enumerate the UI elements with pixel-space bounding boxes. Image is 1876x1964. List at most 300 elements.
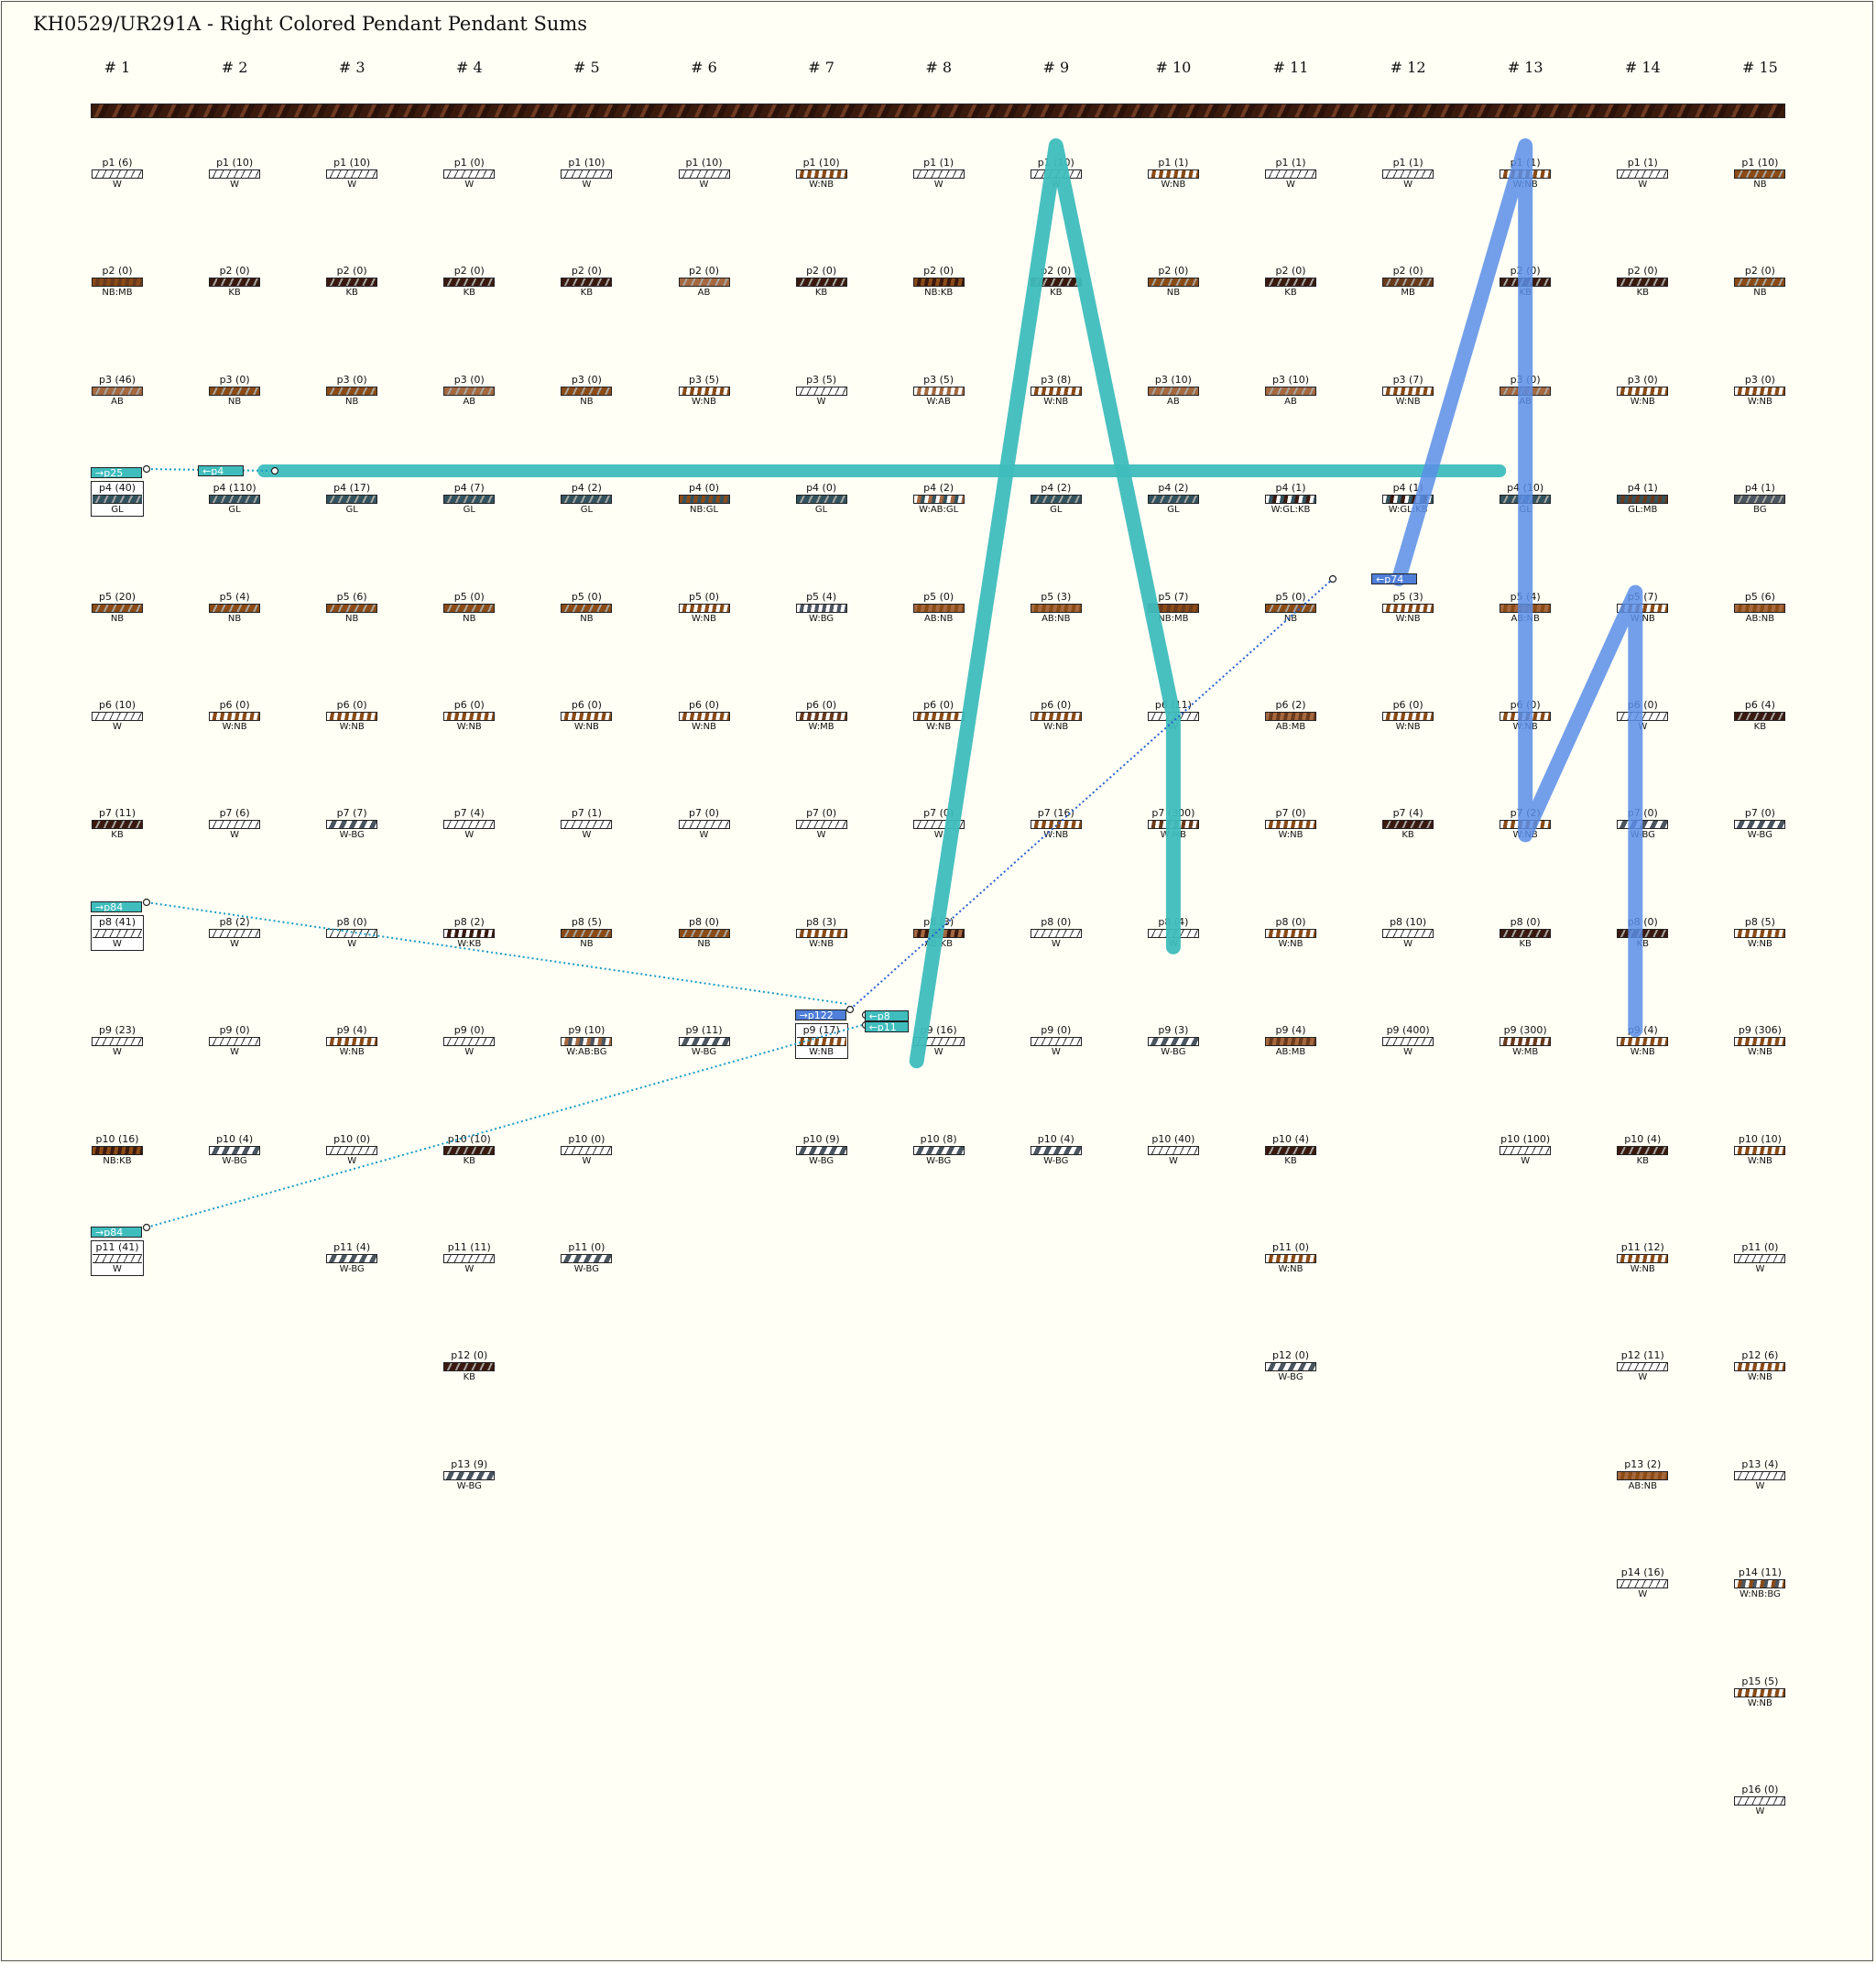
pendant-color-code: W	[347, 938, 357, 949]
pendant-label: p10 (0)	[568, 1132, 605, 1145]
sum-tag[interactable]: →p84	[91, 901, 142, 912]
pendant-label: p9 (400)	[1386, 1024, 1430, 1037]
pendant-label: p1 (10)	[1741, 157, 1779, 169]
column-header: # 7	[808, 59, 834, 76]
pendant-label: p3 (46)	[98, 373, 136, 386]
pendant-label: p9 (4)	[336, 1024, 367, 1037]
column-header: # 3	[338, 59, 365, 76]
pendant-color-code: GL	[1519, 505, 1532, 516]
pendant-color-code: W	[1521, 1155, 1531, 1166]
pendant-color-code: W	[113, 1047, 122, 1058]
sum-link-dotted	[850, 579, 1333, 1009]
pendant-label: p2 (0)	[1510, 265, 1541, 278]
pendant-label: p5 (4)	[219, 590, 250, 603]
pendant-label: p6 (0)	[219, 699, 250, 711]
column-header: # 8	[925, 59, 953, 76]
pendant-color-code: W:NB	[1630, 1264, 1655, 1274]
pendant-label: p6 (0)	[453, 699, 485, 711]
pendant-color-code: NB:MB	[1158, 613, 1189, 624]
pendant-color-code: W-BG	[926, 1155, 952, 1166]
pendant-color-code: W:NB	[691, 722, 716, 732]
pendant-color-code: AB	[1519, 396, 1532, 407]
pendant-color-code: KB	[1284, 288, 1297, 299]
pendant-color-code: KB	[1519, 938, 1532, 949]
sum-tag[interactable]: ←p4	[198, 465, 244, 476]
pendant-color-code: W	[1638, 1372, 1648, 1383]
pendant-label: p5 (7)	[1158, 590, 1189, 603]
pendant-color-code: AB:NB	[923, 613, 954, 624]
pendant-color-code: AB	[111, 396, 124, 407]
pendant-label: p3 (5)	[688, 373, 720, 386]
pendant-color-code: AB	[1284, 396, 1297, 407]
pendant-label: p13 (4)	[1741, 1457, 1779, 1470]
pendant-label: p8 (2)	[219, 915, 250, 928]
pendant-label: p9 (23)	[98, 1024, 136, 1037]
pendant-label: p7 (0)	[923, 807, 954, 820]
pendant-color-code: NB:MB	[102, 288, 133, 299]
pendant-label: p8 (0)	[1627, 915, 1658, 928]
pendant-color-code: W	[1403, 938, 1413, 949]
pendant-label: p5 (6)	[1744, 590, 1775, 603]
pendant-color-code: AB	[463, 396, 476, 407]
pendant-color-code: GL	[228, 505, 241, 516]
pendant-color-code: W	[582, 180, 592, 190]
pendant-color-code: AB:MB	[1275, 1047, 1306, 1058]
pendant-color-code: NB	[580, 938, 594, 949]
pendant-label: p4 (2)	[571, 482, 602, 495]
pendant-color-code: W:NB	[1278, 830, 1303, 841]
pendant-label: p11 (4)	[333, 1241, 371, 1253]
pendant-label: p8 (41)	[98, 915, 136, 928]
pendant-color-code: GL	[1167, 505, 1180, 516]
pendant-label: p2 (0)	[1392, 265, 1423, 278]
pendant-color-code: AB:NB	[1042, 613, 1071, 624]
pendant-color-code: KB	[463, 1155, 475, 1166]
pendant-color-code: W	[230, 830, 240, 841]
column-header: # 12	[1390, 59, 1426, 76]
pendant-label: p9 (300)	[1503, 1024, 1547, 1037]
pendant-color-code: KB	[111, 830, 124, 841]
pendant-color-code: GL	[111, 505, 124, 516]
pendant-label: p2 (0)	[806, 265, 837, 278]
pendant-label: p9 (4)	[1627, 1024, 1658, 1037]
pendant-label: p6 (0)	[1510, 699, 1541, 711]
pendant-color-code: W-BG	[1747, 830, 1772, 841]
pendant-color-code: NB	[345, 396, 359, 407]
pendant-color-code: W:NB	[1512, 180, 1538, 190]
pendant-color-code: NB	[580, 396, 594, 407]
link-node	[144, 466, 150, 473]
pendant-label: p5 (7)	[1627, 590, 1658, 603]
pendant-label: p7 (7)	[336, 807, 367, 820]
pendant-color-code: KB	[1636, 938, 1649, 949]
pendant-label: p8 (3)	[923, 915, 954, 928]
pendant-label: p6 (0)	[1041, 699, 1072, 711]
pendant-label: p3 (0)	[453, 373, 485, 386]
pendant-label: p3 (0)	[336, 373, 367, 386]
pendant-color-code: W:NB	[339, 1047, 365, 1058]
pendant-color-code: W:MB	[1160, 830, 1186, 841]
pendant-label: p5 (0)	[923, 590, 954, 603]
pendant-label: p3 (7)	[1392, 373, 1423, 386]
link-node	[847, 1007, 854, 1013]
link-node	[1330, 576, 1336, 583]
pendant-color-code: W:NB	[1043, 722, 1069, 732]
pendant-label: p8 (0)	[336, 915, 367, 928]
pendant-color-code: W	[1286, 180, 1295, 190]
pendant-label: p4 (2)	[923, 482, 954, 495]
pendant-color-code: AB:NB	[1745, 613, 1775, 624]
pendant-label: p2 (0)	[688, 265, 720, 278]
pendant-color-code: W:NB	[691, 613, 716, 624]
pendant-color-code: W:NB	[1747, 1047, 1772, 1058]
pendant-color-code: W-BG	[339, 1264, 365, 1274]
column-header: # 15	[1741, 59, 1778, 76]
pendant-label: p5 (4)	[1510, 590, 1541, 603]
pendant-label: p5 (3)	[1041, 590, 1072, 603]
pendant-color-code: W	[1638, 722, 1648, 732]
pendant-color-code: NB	[1283, 613, 1298, 624]
sum-tag[interactable]: →p25	[91, 467, 142, 478]
pendant-label: p2 (0)	[453, 265, 485, 278]
pendant-label: p1 (10)	[333, 157, 371, 169]
pendant-label: p5 (4)	[806, 590, 837, 603]
pendant-color-code: W:NB	[1747, 1372, 1772, 1383]
pendant-color-code: NB	[580, 613, 594, 624]
pendant-color-code: NB	[110, 613, 125, 624]
pendant-color-code: W-BG	[1630, 830, 1655, 841]
pendant-label: p10 (16)	[95, 1132, 139, 1145]
pendant-color-code: W:AB:BG	[566, 1047, 607, 1058]
pendant-label: p6 (0)	[806, 699, 837, 711]
pendant-color-code: W	[1168, 1155, 1178, 1166]
pendant-color-code: W	[113, 938, 122, 949]
sum-tag[interactable]: ←p11	[865, 1021, 909, 1032]
pendant-color-code: W:NB	[1161, 180, 1186, 190]
pendant-label: p7 (16)	[1037, 807, 1074, 820]
pendant-label: p11 (0)	[1271, 1241, 1310, 1253]
pendant-color-code: W:AB:GL	[919, 505, 959, 516]
pendant-color-code: W-BG	[809, 1155, 834, 1166]
pendant-color-code: W	[464, 180, 474, 190]
pendant-label: p9 (306)	[1738, 1024, 1782, 1037]
pendant-label: p7 (0)	[1627, 807, 1658, 820]
pendant-label: p2 (0)	[1275, 265, 1306, 278]
column-header: # 1	[104, 59, 131, 76]
pendant-label: p3 (0)	[571, 373, 602, 386]
pendant-label: p4 (10)	[1507, 482, 1544, 495]
pendant-color-code: W	[113, 1264, 122, 1274]
pendant-color-code: W:NB	[573, 722, 599, 732]
pendant-color-code: W:NB	[1395, 396, 1421, 407]
pendant-label: p8 (4)	[1158, 915, 1189, 928]
pendant-label: p9 (16)	[920, 1024, 957, 1037]
pendant-label: p8 (3)	[806, 915, 837, 928]
sum-tag[interactable]: →p122	[795, 1009, 846, 1020]
pendant-color-code: NB:KB	[924, 288, 954, 299]
pendant-color-code: KB	[1284, 1155, 1297, 1166]
pendant-color-code: AB:MB	[1275, 722, 1306, 732]
pendant-color-code: W:NB	[1278, 1264, 1303, 1274]
pendant-label: p7 (2)	[1510, 807, 1541, 820]
pendant-label: p4 (2)	[1041, 482, 1072, 495]
pendant-label: p5 (20)	[98, 590, 136, 603]
pendant-label: p8 (0)	[1041, 915, 1072, 928]
pendant-label: p8 (10)	[1390, 915, 1427, 928]
pendant-label: p7 (6)	[219, 807, 250, 820]
pendant-label: p3 (10)	[1154, 373, 1192, 386]
pendant-color-code: KB	[1753, 722, 1767, 732]
pendant-label: p10 (10)	[1738, 1132, 1782, 1145]
pendant-color-code: KB	[1050, 288, 1063, 299]
pendant-label: p15 (5)	[1741, 1675, 1779, 1687]
pendant-color-code: W:NB	[1043, 830, 1069, 841]
pendant-color-code: NB	[227, 396, 242, 407]
pendant-label: p2 (0)	[1158, 265, 1189, 278]
pendant-color-code: W	[1755, 1806, 1765, 1817]
pendant-color-code: GL	[1050, 505, 1063, 516]
pendant-label: p7 (4)	[453, 807, 485, 820]
pendant-color-code: MB	[1401, 288, 1415, 299]
pendant-label: p8 (0)	[1275, 915, 1306, 928]
pendant-color-code: W:MB	[808, 722, 834, 732]
pendant-color-code: GL	[463, 505, 475, 516]
link-node	[272, 468, 278, 475]
pendant-label: p4 (110)	[213, 482, 256, 495]
pendant-label: p2 (0)	[1041, 265, 1072, 278]
pendant-label: p7 (4)	[1392, 807, 1423, 820]
pendant-label: p9 (17)	[802, 1024, 840, 1037]
pendant-color-code: KB	[463, 1372, 475, 1383]
pendant-label: p13 (9)	[451, 1457, 488, 1470]
sum-tag[interactable]: →p84	[91, 1227, 142, 1238]
pendant-label: p6 (0)	[923, 699, 954, 711]
pendant-label: p1 (1)	[1158, 157, 1189, 169]
sum-link-line	[917, 146, 1173, 1061]
column-header: # 4	[455, 59, 483, 76]
pendant-label: p4 (17)	[333, 482, 371, 495]
pendant-label: p6 (0)	[571, 699, 602, 711]
pendant-label: p10 (8)	[920, 1132, 957, 1145]
pendant-color-code: W:NB	[456, 722, 482, 732]
pendant-color-code: KB	[463, 288, 475, 299]
pendant-label: p6 (4)	[1744, 699, 1775, 711]
pendant-color-code: W-BG	[573, 1264, 599, 1274]
pendant-label: p3 (5)	[806, 373, 837, 386]
pendant-color-code: W:NB	[1395, 613, 1421, 624]
pendant-color-code: W:NB	[1630, 1047, 1655, 1058]
pendant-label: p6 (0)	[336, 699, 367, 711]
pendant-color-code: NB	[1753, 288, 1767, 299]
pendant-label: p1 (10)	[802, 157, 840, 169]
pendant-label: p10 (100)	[1500, 1132, 1551, 1145]
pendant-label: p16 (0)	[1741, 1784, 1779, 1795]
pendant-color-code: W	[464, 830, 474, 841]
pendant-color-code: W:NB	[1747, 396, 1772, 407]
pendant-color-code: W:KB	[457, 938, 482, 949]
pendant-color-code: W	[464, 1264, 474, 1274]
column-header: # 6	[691, 59, 717, 76]
pendant-label: p7 (0)	[1275, 807, 1306, 820]
pendant-label: p7 (1)	[571, 807, 602, 820]
pendant-label: p5 (0)	[571, 590, 602, 603]
pendant-label: p1 (10)	[685, 157, 723, 169]
pendant-color-code: W:NB	[691, 396, 716, 407]
pendant-label: p6 (11)	[1154, 699, 1192, 711]
pendant-color-code: W:NB	[222, 722, 247, 732]
pendant-label: p7 (0)	[688, 807, 720, 820]
pendant-color-code: NB	[1166, 288, 1181, 299]
link-node	[144, 1225, 150, 1231]
pendant-color-code: AB	[1167, 396, 1180, 407]
pendant-color-code: BG	[1753, 505, 1767, 516]
pendant-color-code: KB	[228, 288, 241, 299]
pendant-label: p1 (10)	[1037, 157, 1074, 169]
pendant-label: p2 (0)	[219, 265, 250, 278]
pendant-color-code: W:NB	[339, 722, 365, 732]
pendant-label: p1 (0)	[453, 157, 485, 169]
pendant-color-code: KB	[1636, 1155, 1649, 1166]
pendant-label: p1 (1)	[1510, 157, 1541, 169]
pendant-label: p8 (5)	[1744, 915, 1775, 928]
pendant-color-code: W	[816, 830, 826, 841]
pendant-label: p2 (0)	[1627, 265, 1658, 278]
pendant-label: p12 (11)	[1620, 1349, 1664, 1362]
pendant-label: p3 (10)	[1271, 373, 1310, 386]
column-header: # 2	[221, 59, 248, 76]
pendant-label: p14 (11)	[1738, 1566, 1782, 1579]
pendant-label: p5 (0)	[688, 590, 720, 603]
pendant-color-code: W:GL:KB	[1271, 505, 1311, 516]
pendant-label: p1 (6)	[102, 157, 133, 169]
pendant-color-code: W	[1051, 180, 1061, 190]
pendant-label: p1 (1)	[1275, 157, 1306, 169]
pendant-label: p12 (6)	[1741, 1349, 1779, 1362]
pendant-label: p2 (0)	[102, 265, 133, 278]
pendant-label: p8 (0)	[688, 915, 720, 928]
pendant-color-code: NB:KB	[103, 1155, 132, 1166]
pendant-color-code: NB	[1753, 180, 1767, 190]
pendant-color-code: W:NB	[1747, 938, 1772, 949]
sum-link-dotted	[147, 902, 847, 1004]
pendant-label: p4 (1)	[1392, 482, 1423, 495]
pendant-label: p6 (0)	[688, 699, 720, 711]
pendant-label: p7 (0)	[1744, 807, 1775, 820]
pendant-color-code: W	[1403, 180, 1413, 190]
pendant-label: p3 (5)	[923, 373, 954, 386]
pendant-color-code: W	[347, 180, 357, 190]
pendant-color-code: W	[113, 722, 122, 732]
pendant-label: p4 (0)	[688, 482, 720, 495]
column-header: # 13	[1507, 59, 1543, 76]
sum-link-line	[1399, 146, 1635, 1030]
pendant-label: p6 (2)	[1275, 699, 1306, 711]
pendant-color-code: NB	[345, 613, 359, 624]
pendant-color-code: W	[230, 180, 240, 190]
pendant-label: p2 (0)	[923, 265, 954, 278]
pendant-label: p6 (0)	[1627, 699, 1658, 711]
pendant-color-code: W	[699, 180, 709, 190]
pendant-color-code: W:NB	[1630, 396, 1655, 407]
sum-tag[interactable]: ←p8	[865, 1010, 909, 1021]
column-header: # 10	[1155, 59, 1192, 76]
pendant-color-code: W	[699, 830, 709, 841]
pendant-label: p2 (0)	[1744, 265, 1775, 278]
pendant-label: p3 (8)	[1041, 373, 1072, 386]
pendant-color-code: W-BG	[456, 1480, 482, 1491]
pendant-label: p9 (11)	[685, 1024, 723, 1037]
pendant-color-code: W	[582, 1155, 592, 1166]
pendant-color-code: W:NB	[809, 180, 834, 190]
pendant-color-code: KB	[580, 288, 594, 299]
pendant-label: p10 (9)	[802, 1132, 840, 1145]
pendant-color-code: W	[582, 830, 592, 841]
pendant-color-code: W	[933, 180, 943, 190]
pendant-color-code: W	[1168, 722, 1178, 732]
pendant-color-code: W	[230, 1047, 240, 1058]
pendant-label: p11 (12)	[1620, 1241, 1664, 1253]
pendant-color-code: W	[230, 938, 240, 949]
column-header: # 9	[1042, 59, 1070, 76]
pendant-color-code: AB:NB	[1628, 1480, 1657, 1491]
pendant-color-code: GL:MB	[1628, 505, 1658, 516]
pendant-color-code: W	[933, 830, 943, 841]
pendant-color-code: KB	[1402, 830, 1414, 841]
pendant-color-code: W	[1638, 1589, 1648, 1600]
pendant-label: p3 (0)	[1510, 373, 1541, 386]
pendant-color-code: W-BG	[1278, 1372, 1303, 1383]
pendant-color-code: W:NB	[1278, 938, 1303, 949]
pendant-color-code: W:NB	[1043, 396, 1069, 407]
pendant-label: p10 (4)	[216, 1132, 254, 1145]
pendant-label: p10 (4)	[1624, 1132, 1662, 1145]
pendant-color-code: W:AB	[926, 396, 951, 407]
pendant-color-code: GL	[580, 505, 594, 516]
pendant-label: p9 (0)	[453, 1024, 485, 1037]
pendant-color-code: W:NB	[1630, 613, 1655, 624]
pendant-label: p14 (16)	[1620, 1566, 1664, 1579]
pendant-color-code: W:NB	[926, 722, 952, 732]
pendant-label: p3 (0)	[1627, 373, 1658, 386]
pendant-label: p9 (0)	[219, 1024, 250, 1037]
column-header: # 14	[1624, 59, 1661, 76]
pendant-label: p11 (11)	[447, 1241, 491, 1253]
pendant-color-code: W:GL:KB	[1388, 505, 1428, 516]
pendant-color-code: W	[464, 1047, 474, 1058]
pendant-label: p10 (4)	[1271, 1132, 1310, 1145]
pendant-color-code: W-BG	[691, 1047, 717, 1058]
pendant-color-code: W	[1051, 1047, 1061, 1058]
pendant-label: p13 (2)	[1624, 1457, 1662, 1470]
pendant-label: p11 (0)	[568, 1241, 605, 1253]
pendant-label: p8 (2)	[453, 915, 485, 928]
pendant-color-code: W	[113, 180, 122, 190]
pendant-color-code: KB	[1519, 288, 1532, 299]
pendant-color-code: W	[1403, 1047, 1413, 1058]
pendant-label: p11 (0)	[1741, 1241, 1779, 1253]
pendant-color-code: W:NB	[809, 1047, 834, 1058]
pendant-color-code: W	[1168, 938, 1178, 949]
pendant-color-code: NB:GL	[689, 505, 719, 516]
pendant-color-code: W:NB	[1395, 722, 1421, 732]
sum-tag[interactable]: ←p74	[1371, 573, 1417, 584]
pendant-label: p6 (10)	[98, 699, 136, 711]
pendant-label: p7 (11)	[98, 807, 136, 820]
pendant-label: p4 (1)	[1627, 482, 1658, 495]
pendant-color-code: W-BG	[339, 830, 365, 841]
pendant-label: p10 (0)	[333, 1132, 371, 1145]
pendant-label: p4 (7)	[453, 482, 485, 495]
